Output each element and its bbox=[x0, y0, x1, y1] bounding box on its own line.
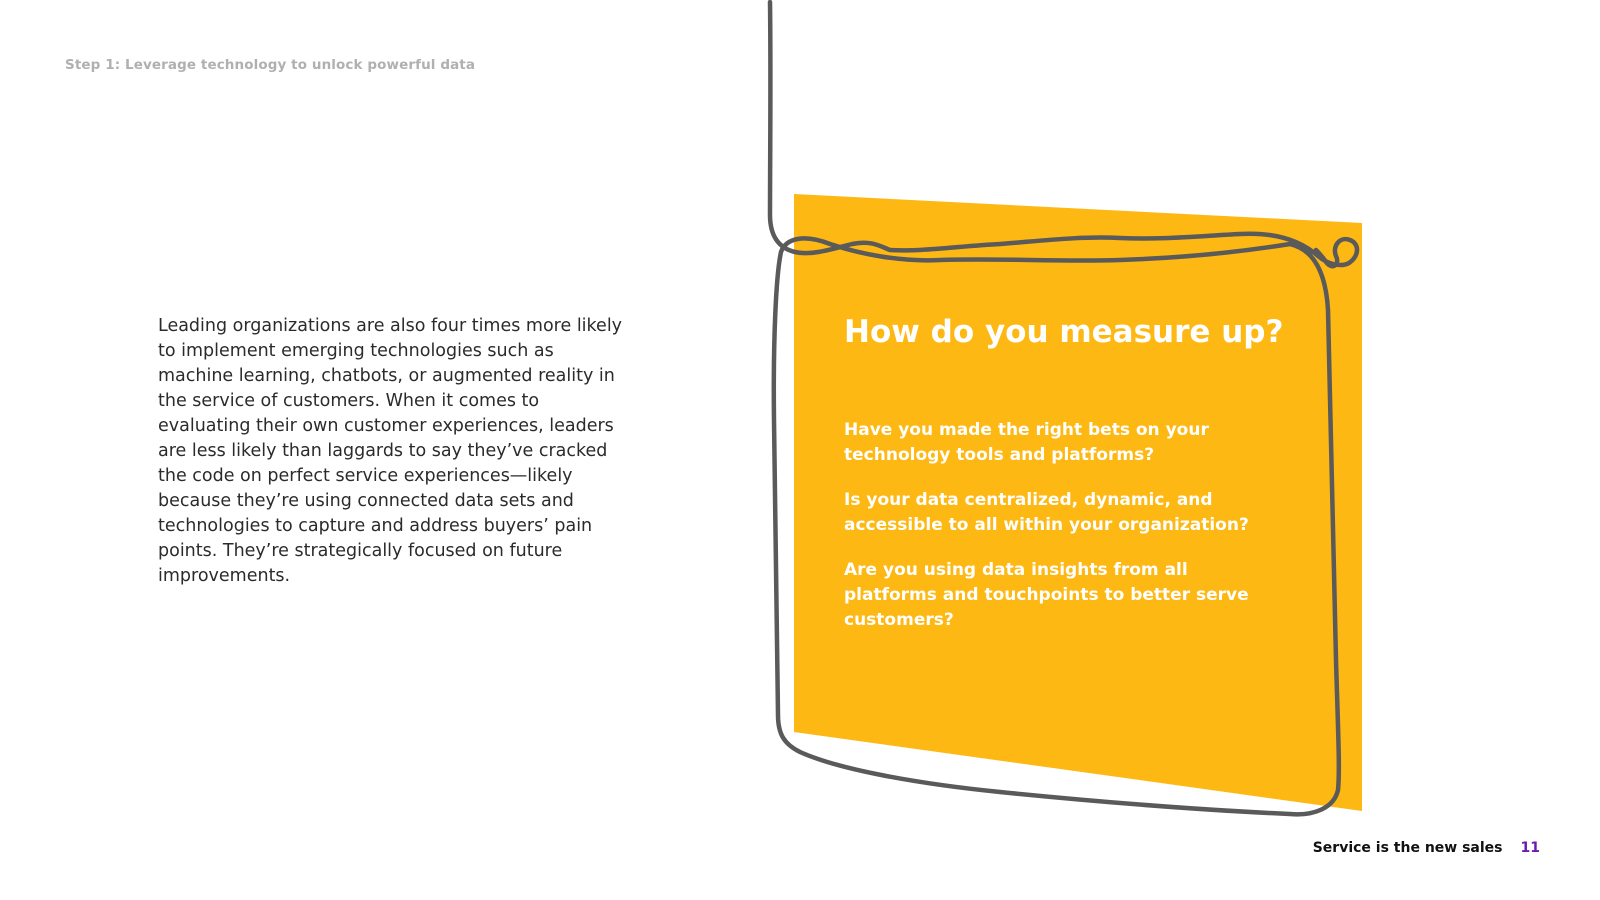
page-footer bbox=[1313, 840, 1540, 856]
callout-question-list bbox=[844, 418, 1284, 653]
callout-question: Have you made the right bets on your technology tools and platforms? bbox=[844, 420, 1209, 465]
callout-question: Are you using data insights from all platforms and touchpoints to better serve customers? bbox=[844, 560, 1249, 630]
callout-title: How do you measure up? bbox=[844, 314, 1284, 350]
section-label: Step 1: Leverage technology to unlock powerful data bbox=[65, 57, 476, 73]
footer-title: Service is the new sales bbox=[1312, 840, 1503, 856]
page-number: 11 bbox=[1520, 840, 1540, 856]
body-paragraph: Leading organizations are also four times more likely to implement emerging technologies such as machine learning, chatbots, or augmented reality in the service of customers. When it comes to evaluating their own customer experiences, leaders are less likely than laggards to say they’ve cracked the code on perfect service experiences—likely because they’re using connected data sets and technologies to capture and address buyers’ pain points. They’re strategically focused on future improvements. bbox=[158, 316, 623, 586]
callout-question: Is your data centralized, dynamic, and accessible to all within your organization? bbox=[844, 490, 1249, 535]
